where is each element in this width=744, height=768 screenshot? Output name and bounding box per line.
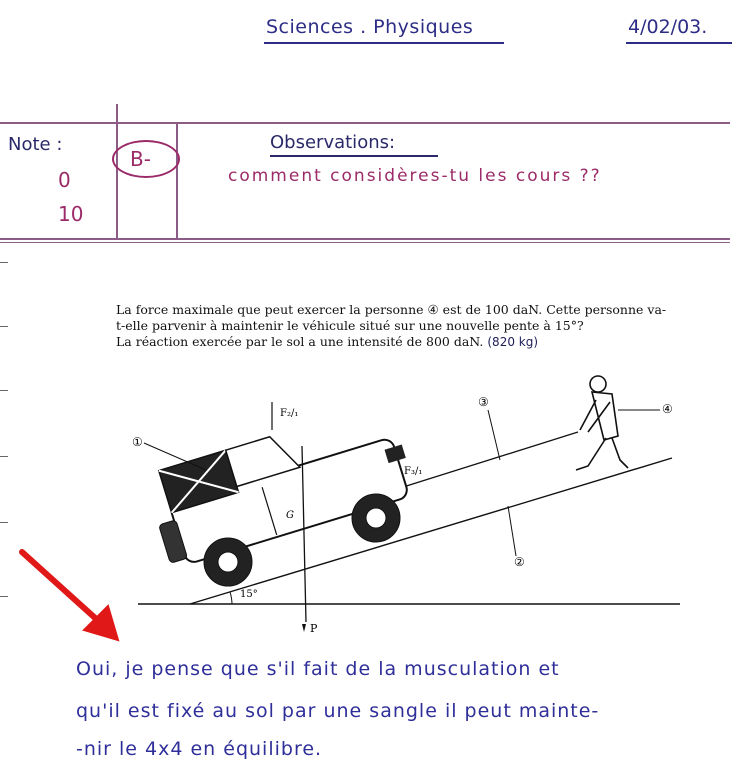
center-label: G: [286, 510, 294, 521]
jeep: [143, 400, 416, 569]
problem-line-3: La réaction exercée par le sol a une intensité de 800 daN.: [116, 334, 484, 349]
observations-text: comment considères-tu les cours ??: [228, 166, 602, 186]
force-f21-label: F₂/₁: [280, 408, 299, 419]
red-arrow-icon: [22, 552, 118, 640]
label-2: ②: [514, 555, 525, 569]
weight-label: P: [310, 622, 318, 635]
problem-line-2: t-elle parvenir à maintenir le véhicule situé sur une nouvelle pente à 15°?: [116, 318, 584, 333]
handwritten-mass-note: (820 kg): [487, 335, 539, 349]
answer-line-1: Oui, je pense que s'il fait de la musculation et: [76, 658, 560, 680]
observations-label: Observations:: [270, 132, 396, 153]
note-label: Note :: [8, 134, 63, 155]
angle-label: 15°: [240, 589, 258, 600]
label-4: ④: [662, 402, 673, 416]
score-denominator: 10: [58, 202, 84, 226]
problem-line-1: La force maximale que peut exercer la personne ④ est de 100 daN. Cette personne va-: [116, 302, 667, 317]
header-date: 4/02/03.: [628, 16, 708, 38]
rope: [400, 432, 578, 488]
label-1: ①: [132, 435, 143, 449]
person: [576, 376, 628, 470]
angle-arc: [230, 592, 232, 604]
answer-line-2: qu'il est fixé au sol par une sangle il peut mainte-: [76, 700, 600, 722]
grade: B-: [130, 147, 151, 171]
label-3: ③: [478, 395, 489, 409]
weight-arrowhead: [302, 624, 306, 632]
header-subject: Sciences . Physiques: [266, 16, 474, 38]
force-f31-label: F₃/₁: [404, 466, 423, 477]
score-numerator: 0: [58, 168, 71, 192]
answer-line-3: -nir le 4x4 en équilibre.: [76, 738, 323, 760]
